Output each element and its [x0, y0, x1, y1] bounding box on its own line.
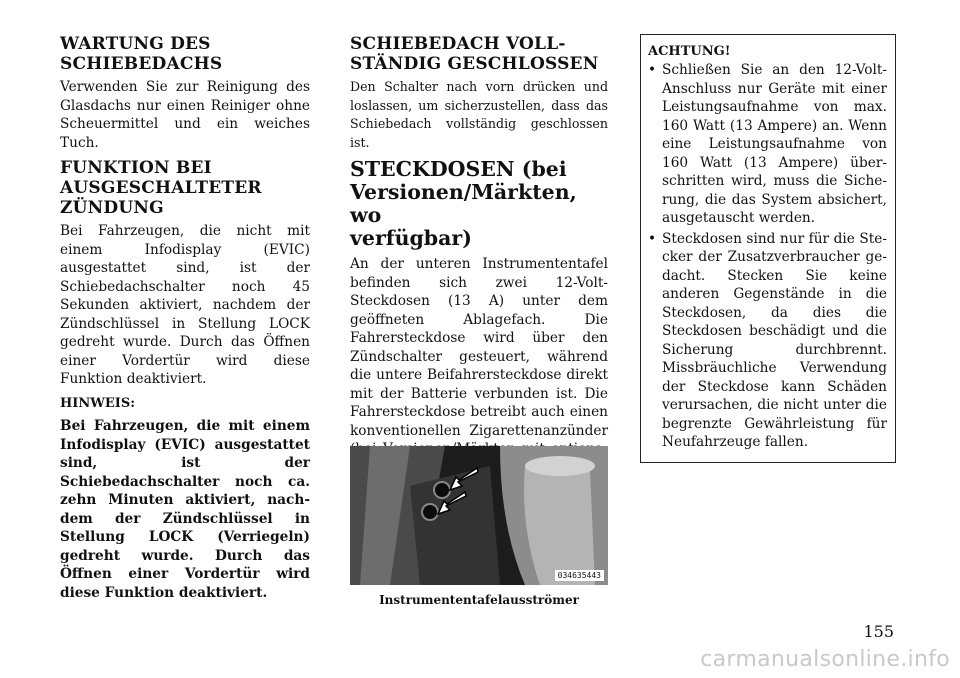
paragraph-wartung: Verwenden Sie zur Reinigung des Glasdachs nur einen Reiniger ohne Scheuermittel und ein weiches Tuch.	[60, 79, 310, 151]
heading-line: WARTUNG DES	[60, 34, 211, 54]
heading-line: SCHIEBEDACHS	[60, 54, 223, 74]
paragraph-steckdosen: An der unteren Instrumententafel befinden sich zwei 12-Volt-Steckdosen (13 A) unter dem geöffneten Ablagefach. Die Fahrersteckdose wird über den Zündschalter gesteuert, während die untere Beifahrersteckdose direkt mit der Batterie verbunden ist. Die Fahrersteckdose betreibt auch einen konventionellen Zigarettenanzünder	[350, 256, 608, 439]
column-left	[60, 34, 310, 602]
heading-line: ZÜNDUNG	[60, 198, 164, 218]
paragraph-schiebedach: Den Schalter nach vorn drücken und loslassen, um sicherzustellen, dass das Schiebedach vollständig geschlossen ist.	[350, 79, 608, 150]
column-right	[640, 34, 896, 463]
heading-wartung	[60, 34, 310, 74]
warning-item: • Steckdosen sind nur für die Stecker der Zusatzverbraucher gedacht. Stecken Sie keine anderen Gegenstände in die Steckdosen, da dies die Steckdosen beschädigt und die Sicherung durchbrennt. Missbräuchliche Verwendung der Steckdose kann Schäden verursachen, die nicht unter die begrenzte Gewährleistung für Neufahrzeuge fallen.	[648, 230, 887, 452]
heading-schiebedach	[350, 34, 608, 74]
paragraph-funktion: Bei Fahrzeugen, die nicht mit einem Infodisplay (EVIC) ausgestattet sind, ist der Schiebedachschalter noch 45 Sekunden aktiviert, nachdem der Zündschlüssel in Stellung LOCK gedreht wurde. Durch das Öffnen einer Vordertür wird diese Funktion deaktiviert.	[60, 223, 310, 387]
heading-line: AUSGESCHALTETER	[60, 178, 262, 198]
page-number: 155	[863, 622, 894, 641]
heading-line: SCHIEBEDACH VOLL-	[350, 34, 566, 54]
column-middle	[350, 34, 608, 477]
heading-steckdosen	[350, 158, 608, 250]
watermark: carmanualsonline.info	[700, 647, 950, 672]
heading-line: FUNKTION BEI	[60, 158, 212, 178]
warning-list	[648, 61, 887, 452]
note-heading: HINWEIS:	[60, 395, 136, 411]
heading-line: STÄNDIG GESCHLOSSEN	[350, 54, 599, 74]
heading-funktion	[60, 158, 310, 218]
note-body: Bei Fahrzeugen, die mit einem Infodisplay (EVIC) ausgestattet sind, ist der Schiebedachschalter noch ca. zehn Minuten aktiviert, nachdem der Zündschlüssel in Stellung LOCK (Verriegeln) gedreht wurde. Durch das Öffnen einer Vordertür wird diese Funktion deaktiviert.	[60, 418, 310, 601]
image-code: 034635443	[555, 570, 604, 581]
heading-line: STECKDOSEN (bei	[350, 157, 567, 181]
heading-line: Versionen/Märkten, wo	[350, 180, 577, 227]
warning-item: • Schließen Sie an den 12-Volt-Anschluss nur Geräte mit einer Leistungsaufnahme von max. 160 Watt (13 Ampere) an. Wenn eine Leistungsaufnahme von 160 Watt (13 Ampere) überschritten wird, muss die Sicherung, die das System absichert, ausgetauscht werden.	[648, 61, 887, 228]
warning-title: ACHTUNG!	[648, 44, 731, 59]
photo-caption: Instrumententafelausströmer	[379, 593, 579, 607]
warning-box	[640, 34, 896, 463]
power-outlet-photo	[350, 446, 608, 585]
photo-illustration	[350, 446, 608, 585]
heading-line: verfügbar)	[350, 226, 472, 250]
